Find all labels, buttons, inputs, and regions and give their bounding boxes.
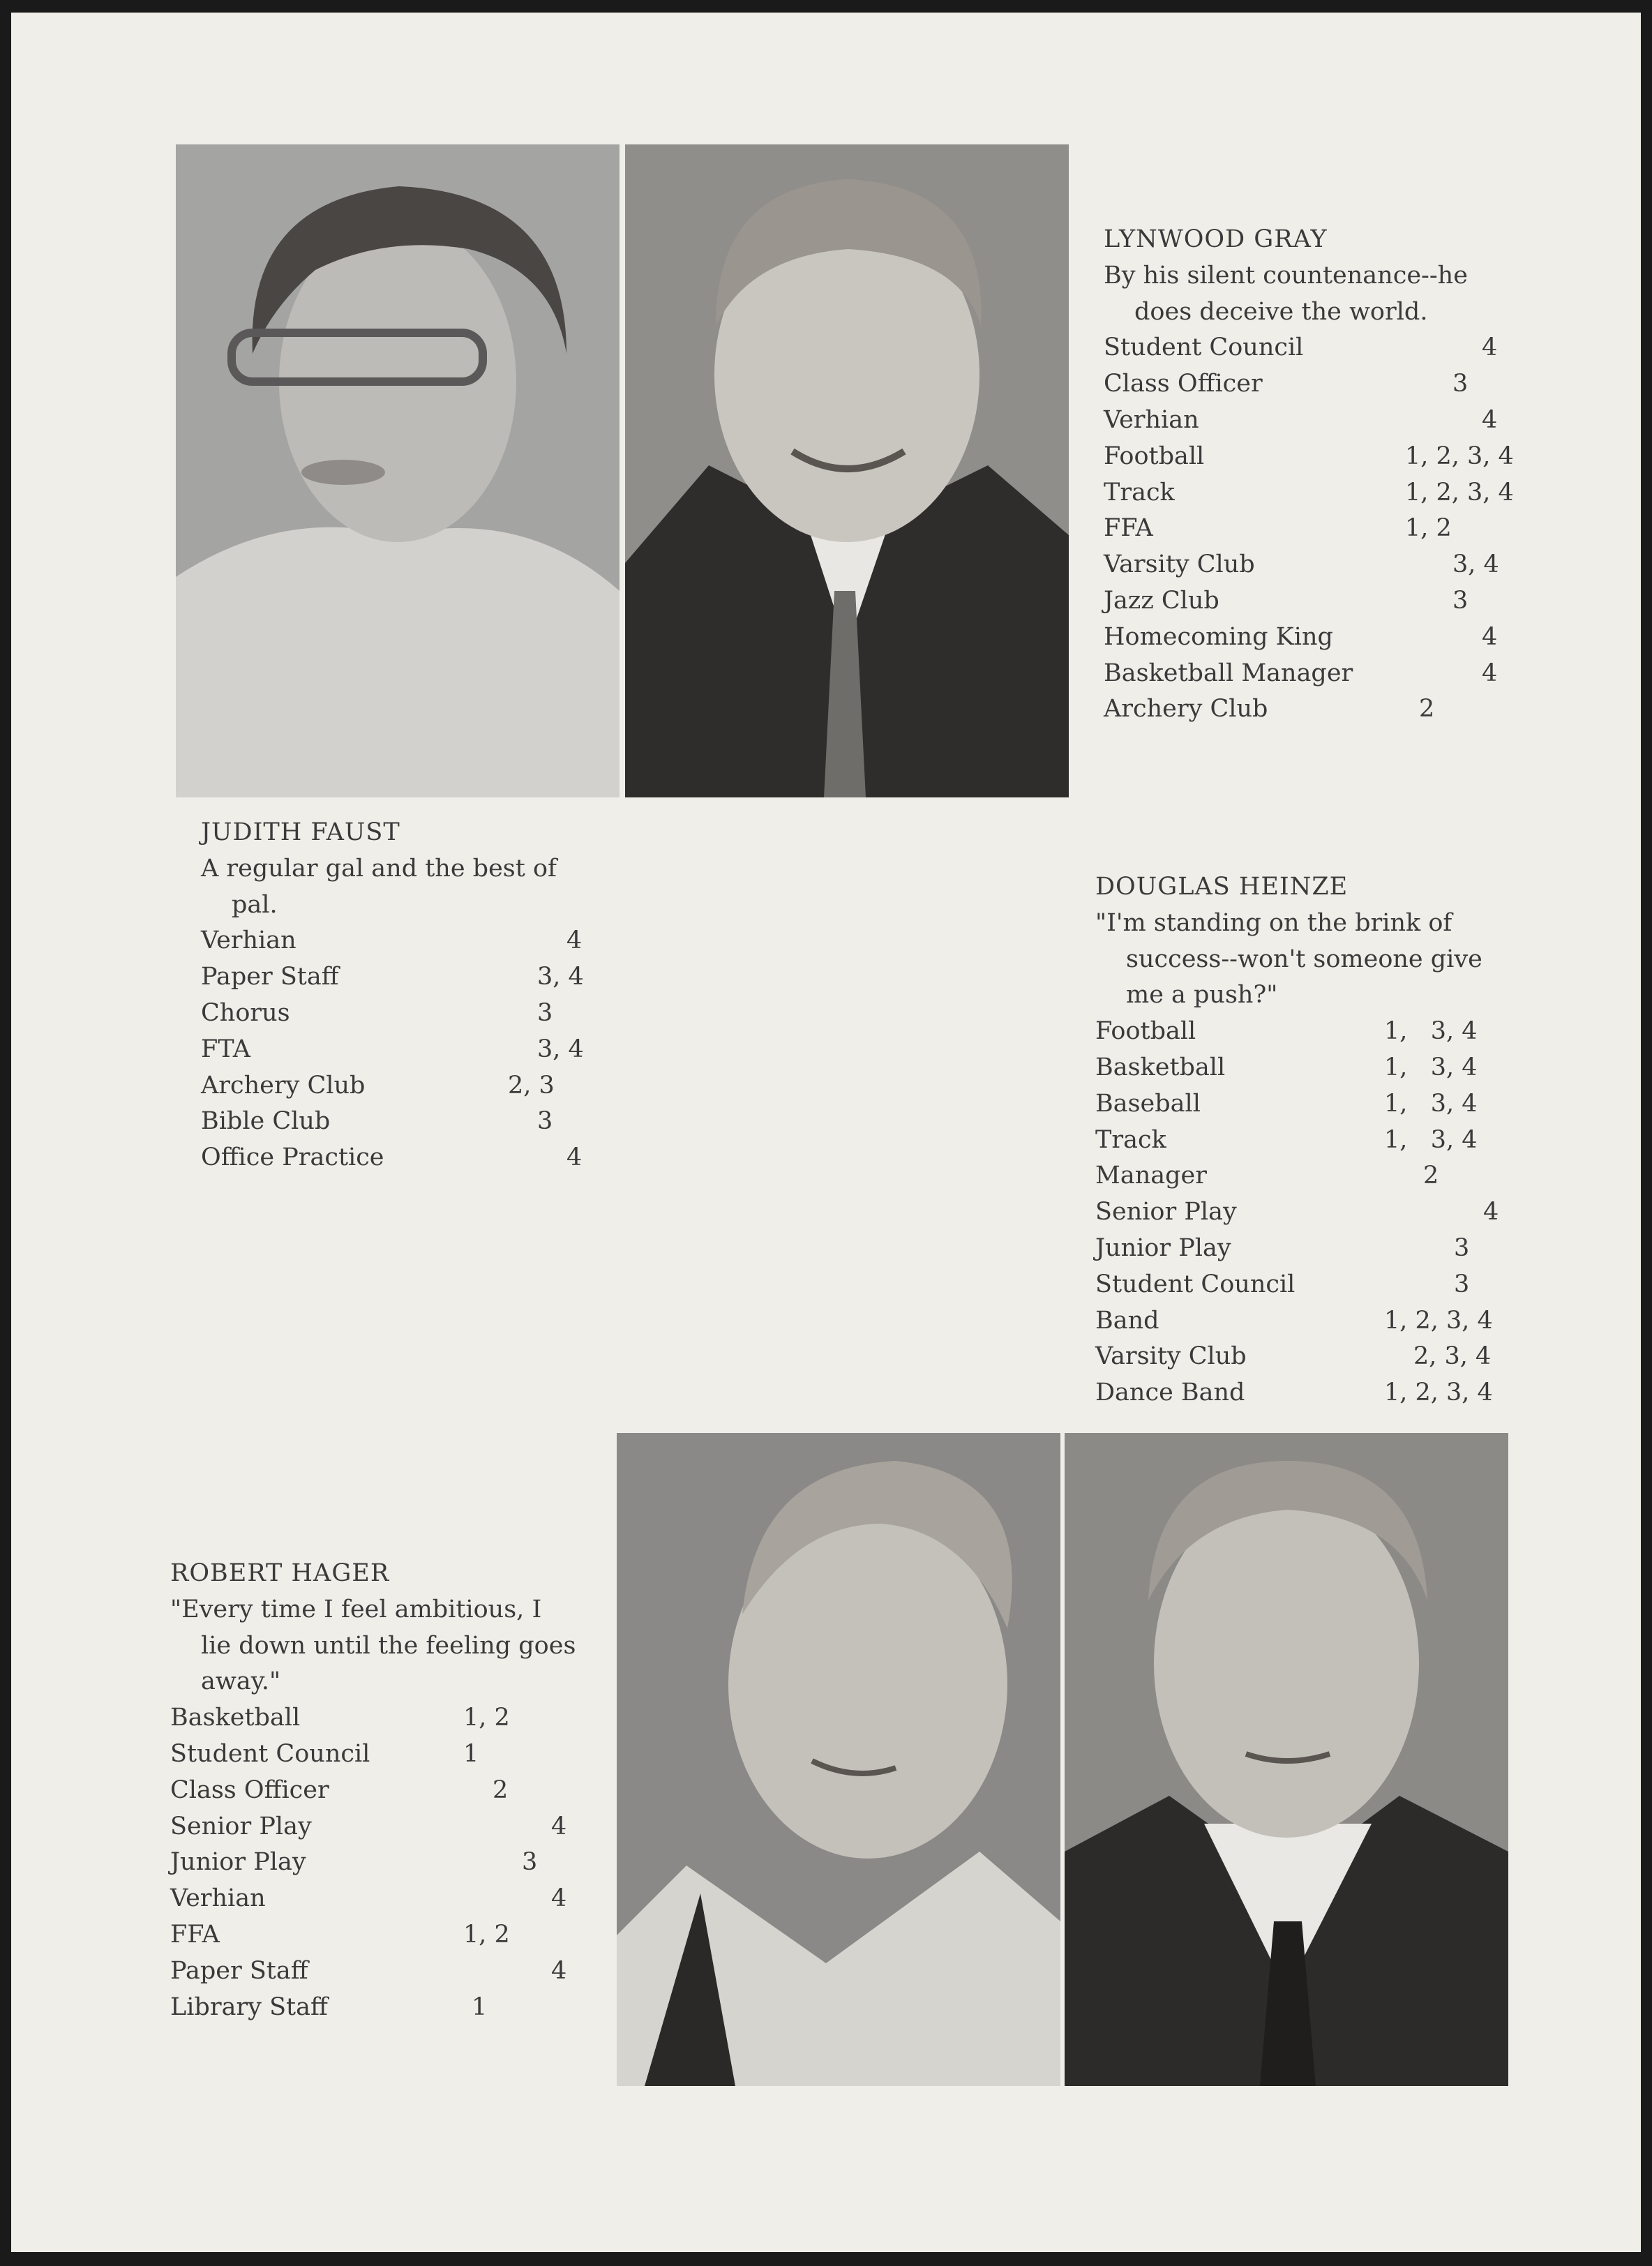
student-quote — [1104, 258, 1522, 331]
activity-row — [1104, 403, 1522, 439]
activity-name: Varsity Club — [1104, 550, 1255, 579]
student-quote — [1095, 906, 1528, 1014]
activity-name: Bible Club — [201, 1107, 331, 1136]
activity-years: 3 — [1454, 1233, 1470, 1262]
activity-row — [1095, 1123, 1528, 1159]
activity-list — [1104, 330, 1522, 728]
activity-row — [1095, 1194, 1528, 1231]
activity-row — [1104, 439, 1522, 475]
student-block-robert-hager — [170, 1556, 603, 2025]
activity-name: Dance Band — [1095, 1379, 1245, 1407]
student-quote — [201, 851, 620, 924]
quote-line: A regular gal and the best of — [201, 854, 557, 883]
student-name: ROBERT HAGER — [170, 1559, 390, 1587]
activity-years: 3 — [537, 1107, 553, 1136]
activity-name: Archery Club — [1104, 695, 1268, 723]
quote-line: does deceive the world. — [1134, 297, 1428, 326]
activity-row — [170, 1881, 603, 1917]
activity-name: Baseball — [1095, 1089, 1201, 1118]
activity-years: 4 — [551, 1884, 567, 1913]
activity-row — [1095, 1158, 1528, 1194]
activity-name: Basketball — [1095, 1053, 1226, 1081]
activity-name: Band — [1095, 1306, 1159, 1335]
activity-name: Verhian — [1104, 405, 1199, 434]
activity-list — [1095, 1014, 1528, 1411]
activity-years: 1 — [463, 1739, 479, 1768]
activity-years: 4 — [1482, 659, 1498, 687]
activity-row — [1104, 620, 1522, 656]
activity-row — [170, 1736, 603, 1773]
quote-line: "Every time I feel ambitious, I — [170, 1595, 542, 1623]
activity-row — [1104, 475, 1522, 511]
quote-line: By his silent countenance--he — [1104, 261, 1468, 290]
activity-years: 1, 2 — [463, 1920, 510, 1949]
activity-row — [170, 1845, 603, 1881]
activity-row — [1095, 1375, 1528, 1411]
activity-row — [1095, 1050, 1528, 1086]
activity-row — [1104, 511, 1522, 547]
activity-name: Student Council — [1104, 333, 1304, 362]
activity-name: Basketball Manager — [1104, 659, 1353, 687]
activity-row — [201, 1104, 620, 1140]
activity-row — [1095, 1267, 1528, 1303]
activity-name: Track — [1104, 478, 1175, 507]
activity-years: 2, 3, 4 — [1413, 1342, 1492, 1371]
activity-row — [170, 1990, 603, 2026]
activity-name: Junior Play — [1095, 1233, 1231, 1262]
portrait-photo-douglas-heinze — [1065, 1433, 1508, 2086]
activity-name: Chorus — [201, 998, 290, 1027]
activity-years: 1, 2, 3, 4 — [1384, 1306, 1493, 1335]
student-block-douglas-heinze — [1095, 869, 1528, 1411]
activity-years: 4 — [1482, 405, 1498, 434]
activity-years: 2, 3 — [508, 1071, 555, 1100]
activity-name: FFA — [1104, 514, 1153, 543]
portrait-photo-lynwood-gray — [625, 144, 1069, 797]
activity-row — [1095, 1303, 1528, 1340]
quote-line: success--won't someone give — [1126, 945, 1482, 973]
activity-years: 1 — [472, 1993, 488, 2021]
activity-row — [1095, 1014, 1528, 1050]
quote-line: pal. — [232, 890, 278, 919]
activity-years: 3, 4 — [1452, 550, 1499, 579]
activity-row — [1095, 1086, 1528, 1123]
activity-years: 4 — [551, 1812, 567, 1840]
activity-name: Library Staff — [170, 1993, 328, 2021]
student-name: JUDITH FAUST — [201, 818, 400, 846]
activity-row — [201, 959, 620, 996]
activity-name: Archery Club — [201, 1071, 366, 1100]
activity-row — [170, 1917, 603, 1953]
activity-row — [201, 1068, 620, 1104]
activity-row — [170, 1700, 603, 1736]
activity-name: Jazz Club — [1104, 586, 1219, 615]
activity-name: Football — [1104, 442, 1205, 470]
activity-name: Manager — [1095, 1162, 1207, 1190]
activity-row — [1104, 330, 1522, 366]
student-name: LYNWOOD GRAY — [1104, 225, 1328, 253]
student-block-judith-faust — [201, 815, 620, 1176]
activity-list — [170, 1700, 603, 2025]
activity-years: 1, 3, 4 — [1384, 1053, 1478, 1081]
activity-name: Verhian — [170, 1884, 266, 1913]
activity-name: Office Practice — [201, 1143, 384, 1172]
activity-row — [201, 996, 620, 1032]
activity-row — [1095, 1339, 1528, 1375]
quote-line: away." — [201, 1667, 281, 1696]
student-block-lynwood-gray — [1104, 222, 1522, 728]
activity-row — [201, 1032, 620, 1068]
activity-years: 1, 2, 3, 4 — [1384, 1379, 1493, 1407]
activity-years: 2 — [493, 1776, 509, 1804]
activity-years: 3, 4 — [537, 1035, 584, 1063]
activity-name: Paper Staff — [201, 963, 339, 991]
activity-name: FFA — [170, 1920, 220, 1949]
activity-row — [170, 1953, 603, 1990]
activity-row — [1104, 547, 1522, 583]
activity-name: Class Officer — [1104, 370, 1263, 398]
activity-years: 1, 3, 4 — [1384, 1089, 1478, 1118]
activity-years: 1, 2 — [463, 1704, 510, 1732]
activity-name: Track — [1095, 1125, 1166, 1154]
activity-name: Varsity Club — [1095, 1342, 1247, 1371]
activity-years: 2 — [1419, 695, 1435, 723]
activity-row — [1104, 691, 1522, 728]
activity-years: 3 — [1452, 370, 1469, 398]
activity-years: 1, 2 — [1405, 514, 1452, 543]
activity-row — [201, 1140, 620, 1176]
activity-name: Class Officer — [170, 1776, 329, 1804]
activity-name: Senior Play — [170, 1812, 312, 1840]
activity-row — [1095, 1231, 1528, 1267]
activity-years: 3 — [1454, 1270, 1470, 1298]
activity-years: 1, 2, 3, 4 — [1405, 442, 1514, 470]
activity-years: 4 — [551, 1956, 567, 1985]
activity-name: FTA — [201, 1035, 250, 1063]
activity-years: 3 — [522, 1848, 538, 1877]
activity-years: 4 — [1482, 333, 1498, 362]
activity-row — [201, 923, 620, 959]
activity-row — [170, 1809, 603, 1845]
activity-row — [1104, 656, 1522, 692]
activity-name: Homecoming King — [1104, 622, 1333, 651]
quote-line: "I'm standing on the brink of — [1095, 908, 1452, 937]
activity-years: 4 — [1483, 1198, 1499, 1226]
activity-years: 4 — [566, 926, 583, 955]
portrait-photo-judith-faust — [176, 144, 620, 797]
activity-years: 3, 4 — [537, 963, 584, 991]
activity-years: 4 — [566, 1143, 583, 1172]
activity-row — [170, 1773, 603, 1809]
activity-years: 1, 3, 4 — [1384, 1125, 1478, 1154]
activity-years: 3 — [537, 998, 553, 1027]
quote-line: me a push?" — [1126, 981, 1278, 1010]
activity-name: Football — [1095, 1017, 1196, 1046]
activity-list — [201, 923, 620, 1176]
activity-name: Verhian — [201, 926, 296, 955]
activity-row — [1104, 583, 1522, 620]
activity-name: Student Council — [170, 1739, 370, 1768]
activity-name: Basketball — [170, 1704, 301, 1732]
activity-years: 3 — [1452, 586, 1469, 615]
activity-name: Student Council — [1095, 1270, 1296, 1298]
student-quote — [170, 1592, 603, 1700]
yearbook-page — [11, 13, 1641, 2252]
quote-line: lie down until the feeling goes — [201, 1631, 576, 1660]
activity-years: 1, 3, 4 — [1384, 1017, 1478, 1046]
activity-years: 4 — [1482, 622, 1498, 651]
student-name: DOUGLAS HEINZE — [1095, 873, 1349, 901]
portrait-photo-robert-hager — [617, 1433, 1060, 2086]
activity-years: 1, 2, 3, 4 — [1405, 478, 1514, 507]
activity-name: Junior Play — [170, 1848, 306, 1877]
activity-name: Paper Staff — [170, 1956, 308, 1985]
activity-row — [1104, 366, 1522, 403]
activity-years: 2 — [1423, 1162, 1439, 1190]
activity-name: Senior Play — [1095, 1198, 1237, 1226]
